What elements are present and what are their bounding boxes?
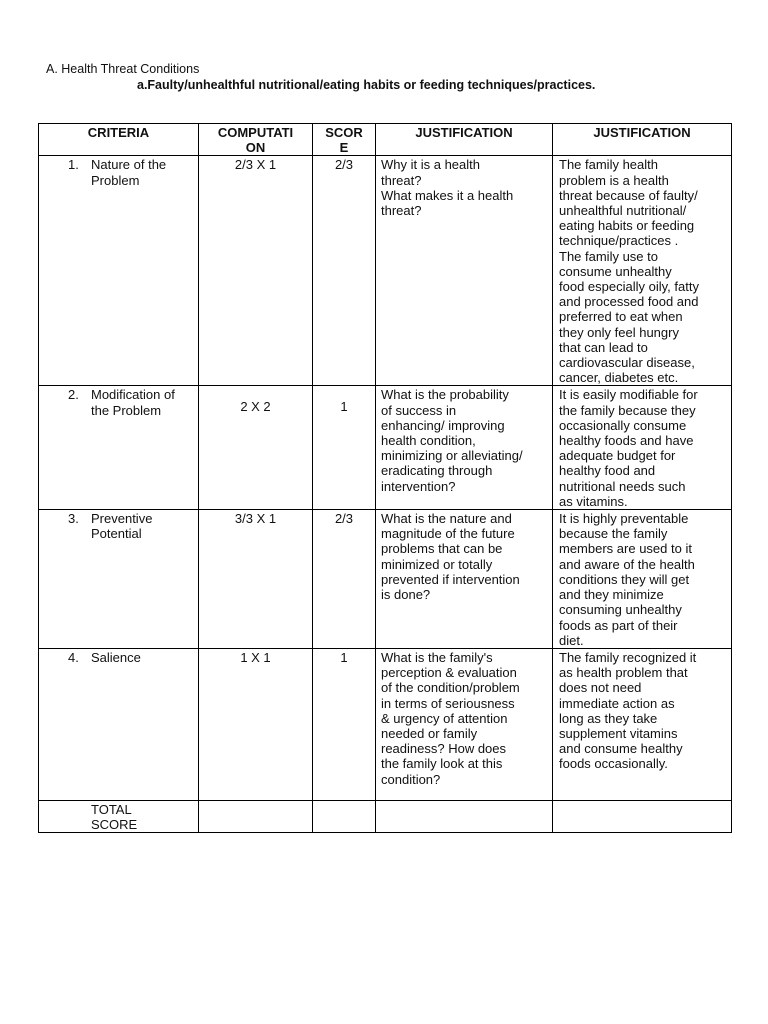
total-row	[39, 800, 732, 832]
table-row	[39, 510, 732, 649]
justification-cell: The family recognized it as health problem that does not need immediate action as long as they take supplement vitamins and consume healthy foods occasionally.	[553, 648, 732, 800]
computation-header: COMPUTATI ON	[199, 124, 313, 156]
header-row	[39, 124, 732, 156]
row-number: 2.	[68, 387, 79, 403]
computation-cell: 1 X 1	[199, 648, 313, 800]
total-label-cell	[39, 800, 199, 832]
score-cell: 2/3	[313, 156, 376, 386]
computation-cell: 2/3 X 1	[199, 156, 313, 386]
score-header: SCOR E	[313, 124, 376, 156]
total-score-label: TOTAL SCORE	[91, 801, 138, 833]
criteria-cell	[39, 156, 199, 386]
question-cell: What is the nature and magnitude of the future problems that can be minimized or totally prevented if intervention is done?	[376, 510, 553, 649]
total-computation-cell	[199, 800, 313, 832]
question-cell: What is the family's perception & evaluation of the condition/problem in terms of seriousness & urgency of attention needed or family readiness? How does the family look at this condition?	[376, 648, 553, 800]
total-score-cell	[313, 800, 376, 832]
criteria-cell	[39, 648, 199, 800]
justification-cell: It is easily modifiable for the family because they occasionally consume healthy foods and have adequate budget for healthy food and nutritional needs such as vitamins.	[553, 386, 732, 510]
justification-header-2: JUSTIFICATION	[553, 124, 732, 156]
row-number: 4.	[68, 649, 79, 665]
row-number: 3.	[68, 511, 79, 527]
criteria-label: Salience	[91, 649, 141, 665]
criteria-cell	[39, 510, 199, 649]
table-row	[39, 156, 732, 386]
total-justification-cell-2	[553, 800, 732, 832]
criteria-cell	[39, 386, 199, 510]
score-cell: 1	[313, 386, 376, 510]
justification-cell: It is highly preventable because the family members are used to it and aware of the health conditions they will get and they minimize consuming unhealthy foods as part of their diet.	[553, 510, 732, 649]
criteria-label: Preventive Potential	[91, 511, 153, 542]
criteria-header: CRITERIA	[39, 124, 199, 156]
justification-cell: The family health problem is a health threat because of faulty/ unhealthful nutritional/ eating habits or feeding technique/practices . The family use to consume unhealthy food especially oily, fatty and processed food and preferred to eat when they only feel hungry that can lead to cardiovascular disease, cancer, diabetes etc.	[553, 156, 732, 386]
criteria-label: Modification of the Problem	[91, 387, 175, 418]
assessment-table	[38, 123, 732, 833]
criteria-label: Nature of the Problem	[91, 157, 167, 188]
question-cell: Why it is a health threat? What makes it a health threat?	[376, 156, 553, 386]
score-cell: 1	[313, 648, 376, 800]
row-number: 1.	[68, 157, 79, 173]
computation-cell: 2 X 2	[199, 386, 313, 510]
sub-title: a.Faulty/unhealthful nutritional/eating habits or feeding techniques/practices.	[137, 78, 596, 92]
computation-cell: 3/3 X 1	[199, 510, 313, 649]
section-title: A. Health Threat Conditions	[46, 62, 200, 76]
table-row	[39, 648, 732, 800]
table-row	[39, 386, 732, 510]
score-cell: 2/3	[313, 510, 376, 649]
justification-header-1: JUSTIFICATION	[376, 124, 553, 156]
total-justification-cell-1	[376, 800, 553, 832]
question-cell: What is the probability of success in enhancing/ improving health condition, minimizing or alleviating/ eradicating through intervention?	[376, 386, 553, 510]
